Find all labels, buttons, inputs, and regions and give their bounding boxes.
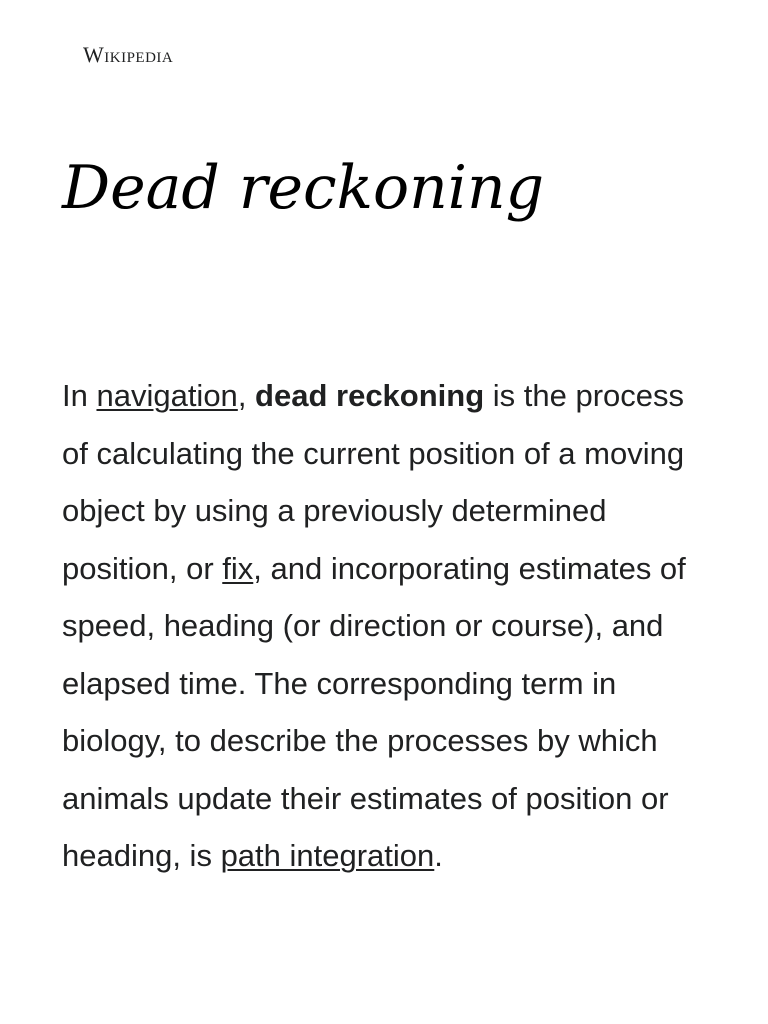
site-header bbox=[83, 42, 173, 68]
bold-term: dead reckoning bbox=[255, 378, 485, 413]
path-integration-link[interactable]: path integration bbox=[220, 838, 435, 873]
lead-text-4: , and incorporating estimates of speed, heading (or direction or course), and elapsed time. The corresponding term in biology, to describe the processes by which animals update their estimates of position or heading, is bbox=[62, 550, 686, 873]
article-lead-paragraph bbox=[62, 367, 712, 885]
lead-text-5: . bbox=[434, 838, 443, 873]
page-title: Dead reckoning bbox=[62, 153, 545, 223]
lead-text-2: , bbox=[237, 378, 256, 413]
fix-link[interactable]: fix bbox=[222, 550, 254, 586]
navigation-link[interactable]: navigation bbox=[96, 378, 238, 413]
wikipedia-wordmark-link[interactable]: Wikipedia bbox=[83, 42, 174, 67]
lead-text-3: is the process of calculating the current position of a moving object by using a previously determined position, or bbox=[62, 378, 685, 586]
lead-text-1: In bbox=[62, 378, 97, 413]
